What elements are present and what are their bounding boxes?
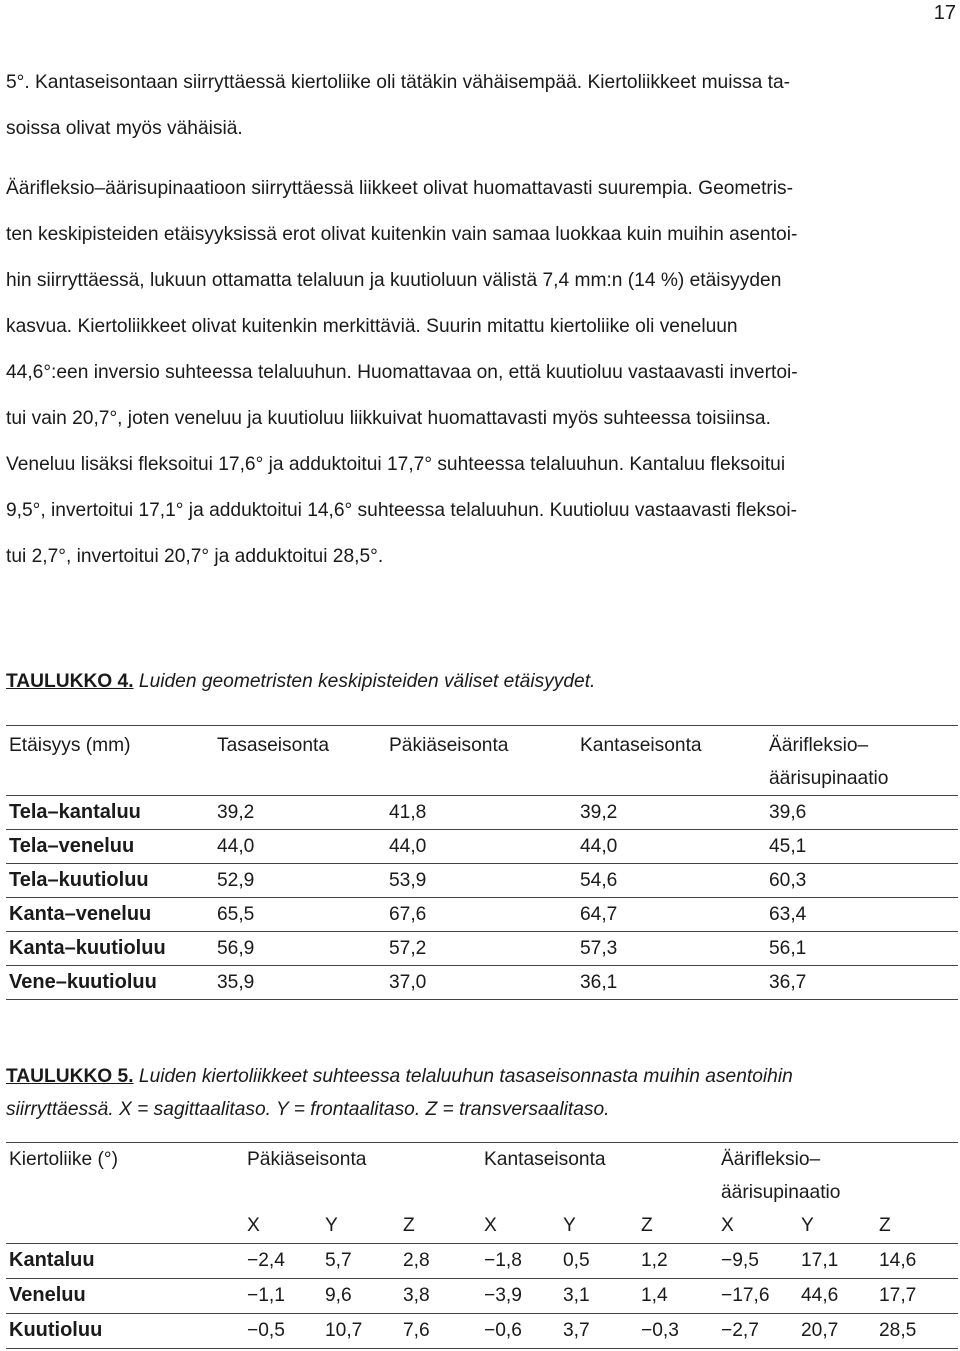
text-line: 9,5°, invertoitui 17,1° ja adduktoitui 14,6° suhteessa telaluuhun. Kuutioluu vastaavasti fleksoi- xyxy=(6,500,798,521)
table-header-row xyxy=(6,1143,958,1210)
row-label: Tela–veneluu xyxy=(6,830,214,864)
table-cell: 44,0 xyxy=(214,830,386,864)
table-cell: 63,4 xyxy=(766,898,958,932)
table-row xyxy=(6,898,958,932)
table-row xyxy=(6,966,958,1000)
column-header xyxy=(766,726,958,796)
table-cell: −0,3 xyxy=(638,1314,718,1349)
text-line: 5°. Kantaseisontaan siirryttäessä kiertoliike oli tätäkin vähäisempää. Kiertoliikkeet muissa ta- xyxy=(6,72,791,93)
column-header: Etäisyys (mm) xyxy=(6,726,214,796)
text-line: hin siirryttäessä, lukuun ottamatta telaluun ja kuutioluun välistä 7,4 mm:n (14 %) etäisyyden xyxy=(6,270,782,291)
text-line: soissa olivat myös vähäisiä. xyxy=(6,118,243,139)
table-cell: 20,7 xyxy=(798,1314,876,1349)
table5-caption-label: TAULUKKO 5. xyxy=(6,1066,134,1087)
row-label: Veneluu xyxy=(6,1279,244,1314)
axis-header-row xyxy=(6,1209,958,1244)
table-cell: 65,5 xyxy=(214,898,386,932)
table-row xyxy=(6,1314,958,1349)
axis-header: X xyxy=(484,1215,497,1236)
column-header: Päkiäseisonta xyxy=(244,1143,481,1210)
table-cell: 9,6 xyxy=(322,1279,400,1314)
text-line: Veneluu lisäksi fleksoitui 17,6° ja adduktoitui 17,7° suhteessa telaluuhun. Kantaluu fleksoitui xyxy=(6,454,786,475)
table4-caption-label: TAULUKKO 4. xyxy=(6,671,134,692)
column-header: Kiertoliike (°) xyxy=(6,1143,244,1210)
row-label: Tela–kantaluu xyxy=(6,796,214,830)
axis-header: Z xyxy=(403,1215,415,1236)
table5-caption-text: Luiden kiertoliikkeet suhteessa telaluuhun tasaseisonnasta muihin asentoihin xyxy=(133,1066,793,1087)
column-header: Päkiäseisonta xyxy=(386,726,577,796)
axis-header: Y xyxy=(563,1215,576,1236)
text-line: 44,6°:een inversio suhteessa telaluuhun. Huomattavaa on, että kuutioluu vastaavasti invertoi- xyxy=(6,362,798,383)
header-line: Äärifleksio– xyxy=(769,735,869,756)
table-cell: 41,8 xyxy=(386,796,577,830)
column-header: Kantaseisonta xyxy=(481,1143,718,1210)
column-header xyxy=(718,1143,958,1210)
table-cell: 1,2 xyxy=(638,1244,718,1279)
table-cell: 35,9 xyxy=(214,966,386,1000)
table-cell: 57,3 xyxy=(577,932,766,966)
row-label: Vene–kuutioluu xyxy=(6,966,214,1000)
table-cell: 54,6 xyxy=(577,864,766,898)
row-label: Kantaluu xyxy=(6,1244,244,1279)
table-cell: 7,6 xyxy=(400,1314,481,1349)
distance-table xyxy=(6,725,958,1000)
table-cell: 3,1 xyxy=(560,1279,638,1314)
column-header: Kantaseisonta xyxy=(577,726,766,796)
caption-line: siirryttäessä. X = sagittaalitaso. Y = frontaalitaso. Z = transversaalitaso. xyxy=(6,1099,610,1120)
table-cell: 44,0 xyxy=(386,830,577,864)
table-cell: −2,7 xyxy=(718,1314,798,1349)
table-cell: 36,1 xyxy=(577,966,766,1000)
row-label: Kanta–veneluu xyxy=(6,898,214,932)
table-row xyxy=(6,864,958,898)
text-line: tui 2,7°, invertoitui 20,7° ja adduktoitui 28,5°. xyxy=(6,546,384,567)
row-label: Kuutioluu xyxy=(6,1314,244,1349)
table-cell: 39,6 xyxy=(766,796,958,830)
table-cell: 52,9 xyxy=(214,864,386,898)
table-cell: 45,1 xyxy=(766,830,958,864)
row-label: Kanta–kuutioluu xyxy=(6,932,214,966)
table-cell: 2,8 xyxy=(400,1244,481,1279)
table-header-row xyxy=(6,726,958,796)
empty-cell xyxy=(6,1209,244,1244)
page-number: 17 xyxy=(933,2,956,24)
column-header: Tasaseisonta xyxy=(214,726,386,796)
table-row xyxy=(6,830,958,864)
table-cell: 67,6 xyxy=(386,898,577,932)
axis-header: Y xyxy=(801,1215,814,1236)
table-cell: −9,5 xyxy=(718,1244,798,1279)
table-cell: −0,5 xyxy=(244,1314,322,1349)
axis-header: Z xyxy=(641,1215,653,1236)
caption-line xyxy=(6,1060,793,1093)
table-cell: −0,6 xyxy=(481,1314,560,1349)
table-cell: 5,7 xyxy=(322,1244,400,1279)
header-line: äärisupinaatio xyxy=(769,768,889,789)
table-cell: −1,8 xyxy=(481,1244,560,1279)
table-cell: 14,6 xyxy=(876,1244,958,1279)
row-label: Tela–kuutioluu xyxy=(6,864,214,898)
table-cell: −1,1 xyxy=(244,1279,322,1314)
text-line: tui vain 20,7°, joten veneluu ja kuutioluu liikkuivat huomattavasti myös suhteessa toisiinsa. xyxy=(6,408,771,429)
table4-caption xyxy=(6,671,595,693)
table4-caption-text: Luiden geometristen keskipisteiden väliset etäisyydet. xyxy=(133,671,596,692)
table-cell: 44,0 xyxy=(577,830,766,864)
table-cell: 57,2 xyxy=(386,932,577,966)
table-cell: −3,9 xyxy=(481,1279,560,1314)
table-cell: 64,7 xyxy=(577,898,766,932)
axis-header: X xyxy=(721,1215,734,1236)
table-cell: 60,3 xyxy=(766,864,958,898)
table-row xyxy=(6,1279,958,1314)
table-row xyxy=(6,932,958,966)
table-cell: 56,9 xyxy=(214,932,386,966)
header-line: äärisupinaatio xyxy=(721,1182,841,1203)
table-row xyxy=(6,796,958,830)
paragraph-2 xyxy=(6,166,956,580)
table-cell: −17,6 xyxy=(718,1279,798,1314)
table-cell: 53,9 xyxy=(386,864,577,898)
table-cell: 10,7 xyxy=(322,1314,400,1349)
table-cell: 17,1 xyxy=(798,1244,876,1279)
header-line: Äärifleksio– xyxy=(721,1149,821,1170)
table-cell: 1,4 xyxy=(638,1279,718,1314)
table-cell: 44,6 xyxy=(798,1279,876,1314)
axis-header: Y xyxy=(325,1215,338,1236)
paragraph-1 xyxy=(6,60,956,152)
table-cell: −2,4 xyxy=(244,1244,322,1279)
table-cell: 39,2 xyxy=(214,796,386,830)
text-line: kasvua. Kiertoliikkeet olivat kuitenkin merkittäviä. Suurin mitattu kiertoliike oli veneluun xyxy=(6,316,738,337)
table5-caption xyxy=(6,1060,793,1126)
table-row xyxy=(6,1244,958,1279)
rotation-table xyxy=(6,1142,958,1349)
table-cell: 3,8 xyxy=(400,1279,481,1314)
table-cell: 28,5 xyxy=(876,1314,958,1349)
table-cell: 37,0 xyxy=(386,966,577,1000)
table-cell: 3,7 xyxy=(560,1314,638,1349)
table-cell: 56,1 xyxy=(766,932,958,966)
axis-header: X xyxy=(247,1215,260,1236)
axis-header: Z xyxy=(879,1215,891,1236)
table-cell: 39,2 xyxy=(577,796,766,830)
table-cell: 17,7 xyxy=(876,1279,958,1314)
table-cell: 36,7 xyxy=(766,966,958,1000)
table-cell: 0,5 xyxy=(560,1244,638,1279)
text-line: ten keskipisteiden etäisyyksissä erot olivat kuitenkin vain samaa luokkaa kuin muihin asentoi- xyxy=(6,224,798,245)
text-line: Äärifleksio–äärisupinaatioon siirryttäessä liikkeet olivat huomattavasti suurempia. Geometris- xyxy=(6,178,794,199)
